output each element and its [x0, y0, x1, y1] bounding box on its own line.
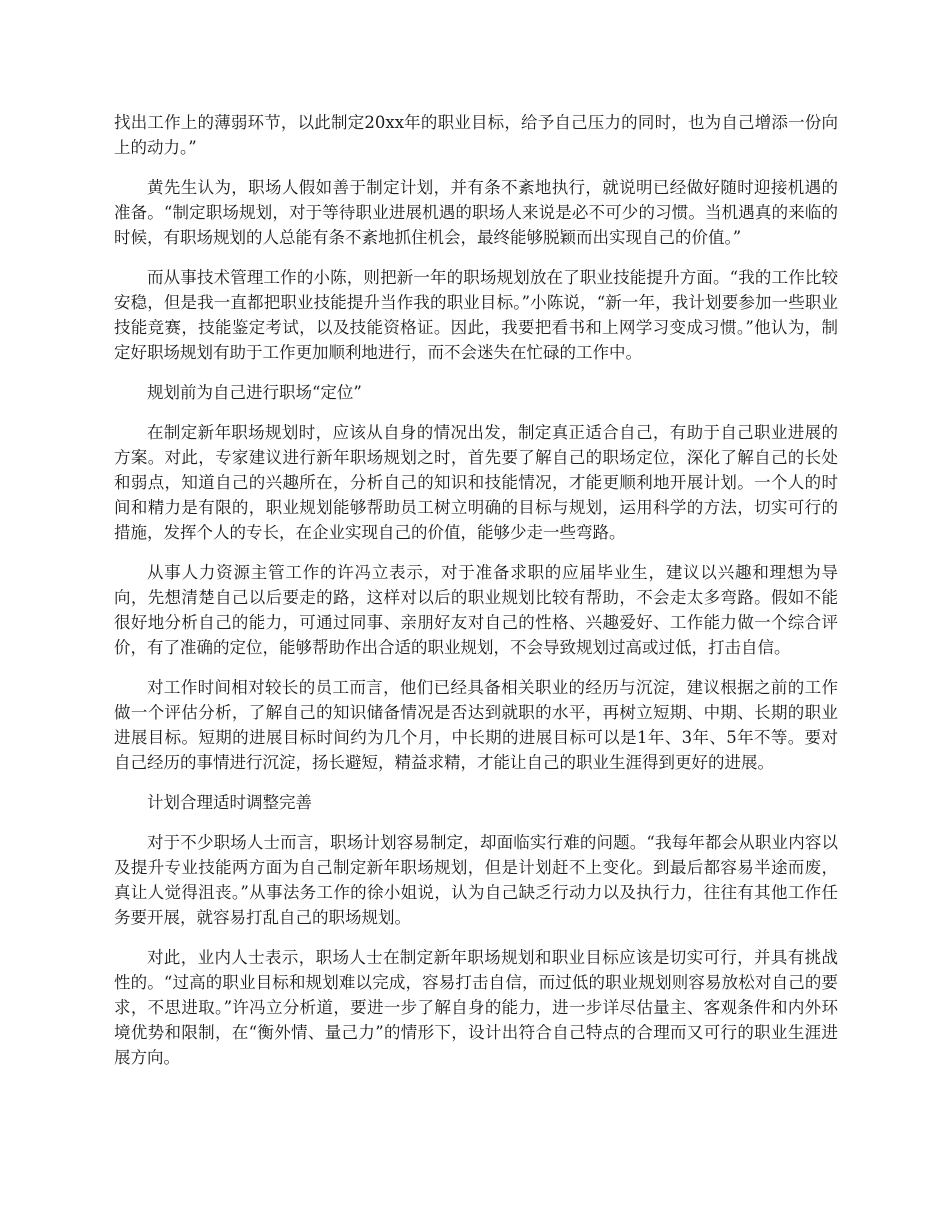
paragraph: 黄先生认为，职场人假如善于制定计划，并有条不紊地执行，就说明已经做好随时迎接机遇的准备。“制定职场规划，对于等待职业进展机遇的职场人来说是必不可少的习惯。当机遇真的来临的时候，有职场规划的人总能有条不紊地抓住机会，最终能够脱颖而出实现自己的价值。”	[114, 178, 838, 247]
paragraph: 对此，业内人士表示，职场人士在制定新年职场规划和职业目标应该是切实可行，并具有挑战性的。“过高的职业目标和规划难以完成，容易打击自信，而过低的职业规划则容易放松对自己的要求，不思进取。”许冯立分析道，要进一步了解自身的能力，进一步详尽估量主、客观条件和内外环境优势和限制，在“衡外情、量己力”的情形下，设计出符合自己特点的合理而又可行的职业生涯进展方向。	[114, 948, 838, 1067]
section-heading: 规划前为自己进行职场“定位”	[147, 383, 362, 402]
paragraph: 对工作时间相对较长的员工而言，他们已经具备相关职业的经历与沉淀，建议根据之前的工作做一个评估分析，了解自己的知识储备情况是否达到就职的水平，再树立短期、中期、长期的职业进展目标。短期的进展目标时间约为几个月，中长期的进展目标可以是1年、3年、5年不等。要对自己经历的事情进行沉淀，扬长避短，精益求精，才能让自己的职业生涯得到更好的进展。	[114, 678, 838, 772]
paragraph: 从事人力资源主管工作的许冯立表示，对于准备求职的应届毕业生，建议以兴趣和理想为导向，先想清楚自己以后要走的路，这样对以后的职业规划比较有帮助，不会走太多弯路。假如不能很好地分析自己的能力，可通过同事、亲朋好友对自己的性格、兴趣爱好、工作能力做一个综合评价，有了准确的定位，能够帮助作出合适的职业规划，不会导致规划过高或过低，打击自信。	[114, 563, 838, 657]
paragraph: 找出工作上的薄弱环节，以此制定20xx年的职业目标，给予自己压力的同时，也为自己增添一份向上的动力。”	[114, 113, 838, 157]
paragraph: 对于不少职场人士而言，职场计划容易制定，却面临实行难的问题。“我每年都会从职业内容以及提升专业技能两方面为自己制定新年职场规划，但是计划赶不上变化。到最后都容易半途而废，真让人觉得沮丧。”从事法务工作的徐小姐说，认为自己缺乏行动力以及执行力，往往有其他工作任务要开展，就容易打乱自己的职场规划。	[114, 833, 838, 927]
section-heading: 计划合理适时调整完善	[147, 793, 312, 812]
paragraph: 在制定新年职场规划时，应该从自身的情况出发，制定真正适合自己，有助于自己职业进展的方案。对此，专家建议进行新年职场规划之时，首先要了解自己的职场定位，深化了解自己的长处和弱点，知道自己的兴趣所在，分析自己的知识和技能情况，才能更顺利地开展计划。一个人的时间和精力是有限的，职业规划能够帮助员工树立明确的目标与规划，运用科学的方法，切实可行的措施，发挥个人的专长，在企业实现自己的价值，能够少走一些弯路。	[114, 423, 838, 542]
document-body	[114, 110, 838, 1085]
paragraph: 而从事技术管理工作的小陈，则把新一年的职场规划放在了职业技能提升方面。“我的工作比较安稳，但是我一直都把职业技能提升当作我的职业目标。”小陈说，“新一年，我计划要参加一些职业技能竞赛，技能鉴定考试，以及技能资格证。因此，我要把看书和上网学习变成习惯。”他认为，制定好职场规划有助于工作更加顺利地进行，而不会迷失在忙碌的工作中。	[114, 268, 838, 362]
